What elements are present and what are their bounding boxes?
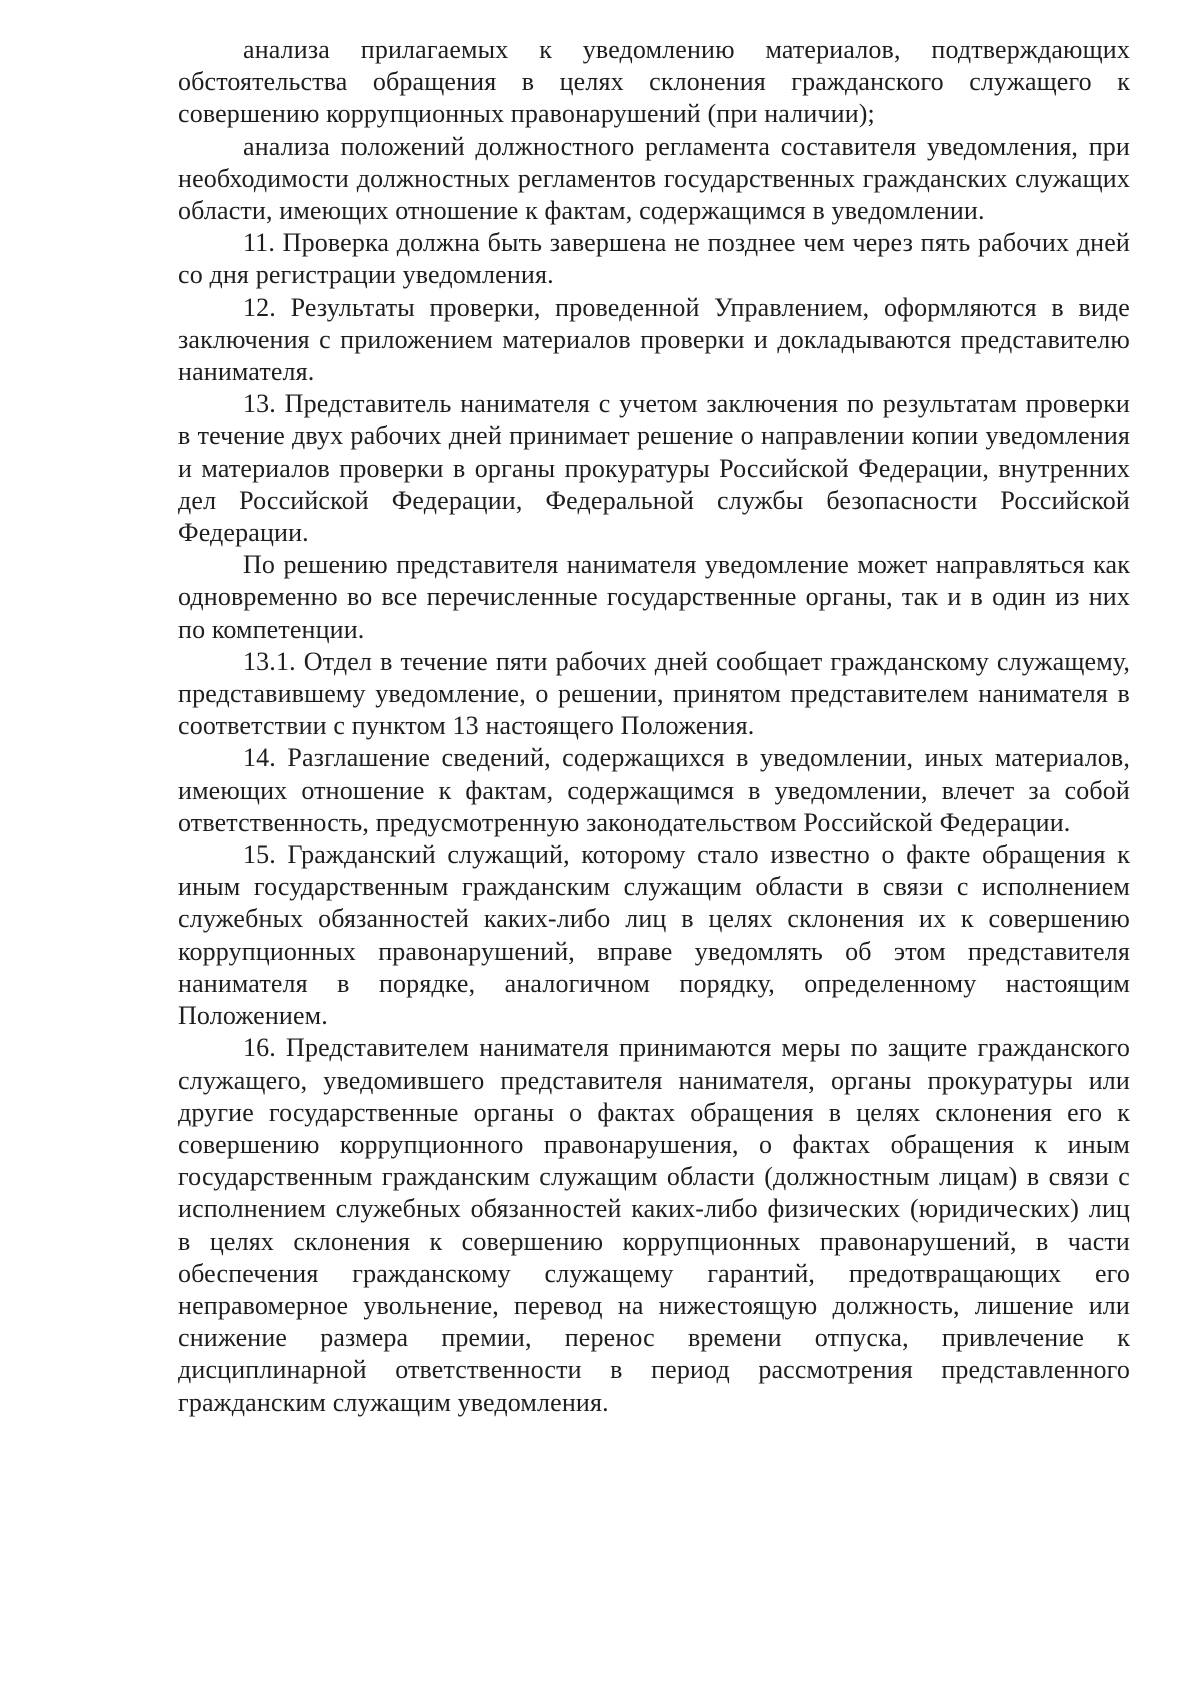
paragraph-item-12: 12. Результаты проверки, проведенной Управлением, оформляются в виде заключения с приложением материалов проверки и докладываются представителю нанимателя. — [178, 292, 1130, 387]
paragraph-item-15: 15. Гражданский служащий, которому стало известно о факте обращения к иным государственным гражданским служащим области в связи с исполнением служебных обязанностей каких-либо лиц в целях склонения их к совершению коррупционных правонарушений, вправе уведомлять об этом представителя нанимателя в порядке, аналогичном порядку, определенному настоящим Положением. — [178, 840, 1130, 1031]
paragraph-item-11: 11. Проверка должна быть завершена не позднее чем через пять рабочих дней со дня регистрации уведомления. — [178, 228, 1130, 290]
paragraph-item-13-decision: По решению представителя нанимателя уведомление может направляться как одновременно во все перечисленные государственные органы, так и в один из них по компетенции. — [178, 550, 1130, 644]
paragraph-item-16: 16. Представителем нанимателя принимаются меры по защите гражданского служащего, уведомившего представителя нанимателя, органы прокуратуры или другие государственные органы о фактах обращения в целях склонения его к совершению коррупционного правонарушения, о фактах обращения к иным государственным гражданским служащим области (должностным лицам) в связи с исполнением служебных обязанностей каких-либо физических (юридических) лиц в целях склонения к совершению коррупционных правонарушений, в части обеспечения гражданскому служащему гарантий, предотвращающих его неправомерное увольнение, перевод на нижестоящую должность, лишение или снижение размера премии, перенос времени отпуска, привлечение к дисциплинарной ответственности в период рассмотрения представленного гражданским служащим уведомления. — [178, 1033, 1130, 1417]
document-body — [178, 34, 1130, 1419]
paragraph-regulations-analysis: анализа положений должностного регламента составителя уведомления, при необходимости должностных регламентов государственных гражданских служащих области, имеющих отношение к фактам, содержащимся в уведомлении. — [178, 131, 1130, 226]
paragraph-item-13-1: 13.1. Отдел в течение пяти рабочих дней сообщает гражданскому служащему, представившему уведомление, о решении, принятом представителем нанимателя в соответствии с пунктом 13 настоящего Положения. — [178, 646, 1130, 741]
paragraph-materials-analysis: анализа прилагаемых к уведомлению материалов, подтверждающих обстоятельства обращения в целях склонения гражданского служащего к совершению коррупционных правонарушений (при наличии); — [178, 35, 1130, 129]
paragraph-item-14: 14. Разглашение сведений, содержащихся в уведомлении, иных материалов, имеющих отношение к фактам, содержащимся в уведомлении, влечет за собой ответственность, предусмотренную законодательством Российской Федерации. — [178, 743, 1130, 837]
paragraph-item-13: 13. Представитель нанимателя с учетом заключения по результатам проверки в течение двух рабочих дней принимает решение о направлении копии уведомления и материалов проверки в органы прокуратуры Российской Федерации, внутренних дел Российской Федерации, Федеральной службы безопасности Российской Федерации. — [178, 389, 1130, 548]
